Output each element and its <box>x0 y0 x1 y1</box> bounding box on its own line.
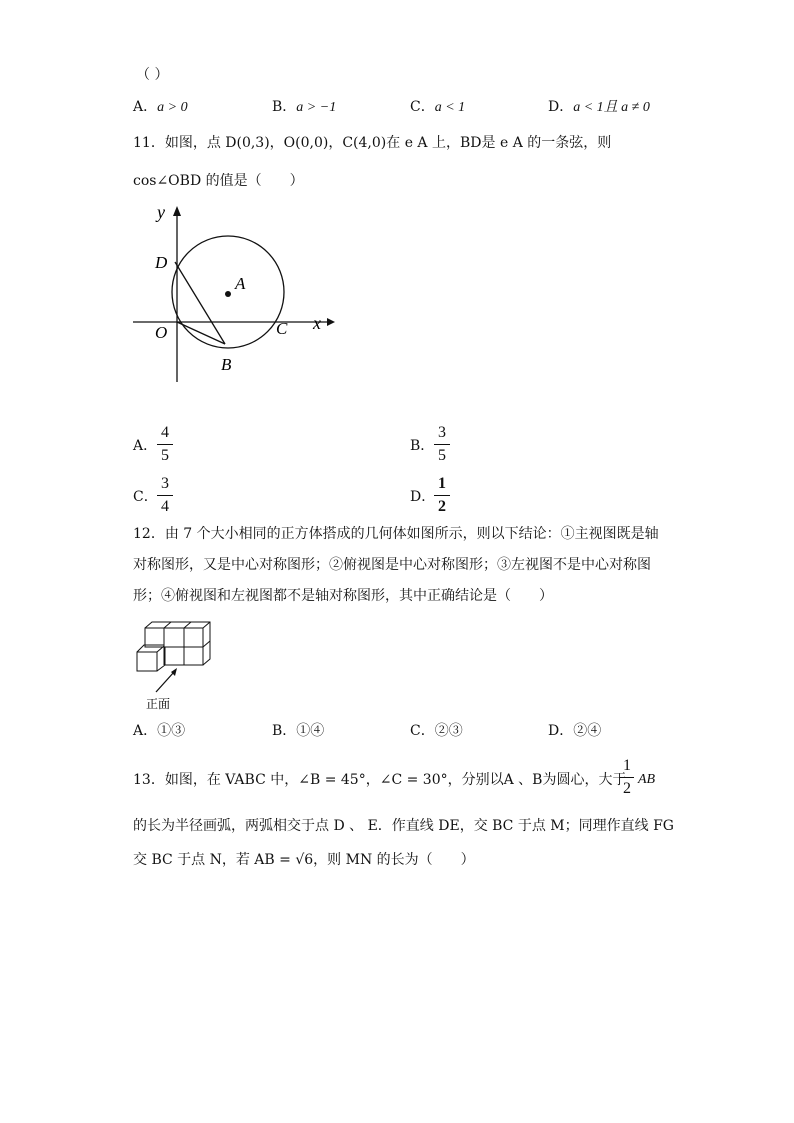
q11-stem-line2: cos∠OBD 的值是（ ） <box>133 173 304 189</box>
prev-option-c[interactable]: C．a < 1 <box>410 99 466 115</box>
prev-option-d[interactable]: D．a < 1且 a ≠ 0 <box>548 99 650 115</box>
label-x: x <box>313 313 321 333</box>
front-arrow <box>156 672 174 692</box>
front-label: 正面 <box>146 697 171 710</box>
q13-stem-line2: 的长为半径画弧，两弧相交于点 D 、 E．作直线 DE，交 BC 于点 M；同理作直线 FG <box>133 818 674 834</box>
q11-figure <box>125 198 345 388</box>
q12-option-b[interactable]: B．①④ <box>272 723 325 739</box>
q11-stem-line1: 11．如图，点 D(0,3)，O(0,0)，C(4,0)在 e A 上，BD是 e A 的一条弦，则 <box>133 135 612 151</box>
q12-option-d[interactable]: D．②④ <box>548 723 602 739</box>
prev-bracket: （ ） <box>136 67 169 83</box>
label-d: D <box>155 253 168 272</box>
q11-option-b-label[interactable]: B． <box>410 438 435 454</box>
label-a: A <box>235 274 246 293</box>
q11-option-c-label[interactable]: C． <box>133 489 158 505</box>
q11-option-a-fraction: 4 5 <box>157 423 173 466</box>
q11-option-c-fraction: 3 4 <box>157 474 173 517</box>
label-b: B <box>221 355 232 374</box>
q12-stem-line2: 对称图形，又是中心对称图形；②俯视图是中心对称图形；③左视图不是中心对称图 <box>133 557 651 573</box>
q11-option-b-fraction: 3 5 <box>434 423 450 466</box>
center-point-a <box>225 291 231 297</box>
q13-half-fraction: 1 2 <box>620 756 634 799</box>
label-y: y <box>157 202 165 222</box>
q12-option-c[interactable]: C．②③ <box>410 723 463 739</box>
q11-option-a-label[interactable]: A． <box>133 438 158 454</box>
q13-ab-text: AB <box>638 772 656 787</box>
q12-stem-line1: 12．由 7 个大小相同的正方体搭成的几何体如图所示，则以下结论：①主视图既是轴 <box>133 526 659 542</box>
label-o: O <box>155 323 168 342</box>
prev-option-a[interactable]: A．a > 0 <box>133 99 188 115</box>
q11-option-d-label[interactable]: D． <box>410 489 436 505</box>
y-axis-arrow <box>173 206 181 216</box>
label-c: C <box>276 319 288 338</box>
q12-cube-figure <box>130 612 220 710</box>
q12-option-a[interactable]: A．①③ <box>133 723 186 739</box>
x-axis-arrow <box>327 318 335 326</box>
prev-option-b[interactable]: B．a > −1 <box>272 99 337 115</box>
q11-option-d-fraction: 1 2 <box>434 474 450 517</box>
q13-stem-line3: 交 BC 于点 N，若 AB = √6，则 MN 的长为（ ） <box>133 852 475 868</box>
q13-stem-line1: 13．如图，在 VABC 中，∠B = 45°，∠C = 30°，分别以A 、B为圆心，大于 <box>133 772 627 788</box>
cube-drawing <box>137 622 210 671</box>
chord-bd <box>175 262 225 344</box>
q12-stem-line3: 形；④俯视图和左视图都不是轴对称图形，其中正确结论是（ ） <box>133 588 553 604</box>
